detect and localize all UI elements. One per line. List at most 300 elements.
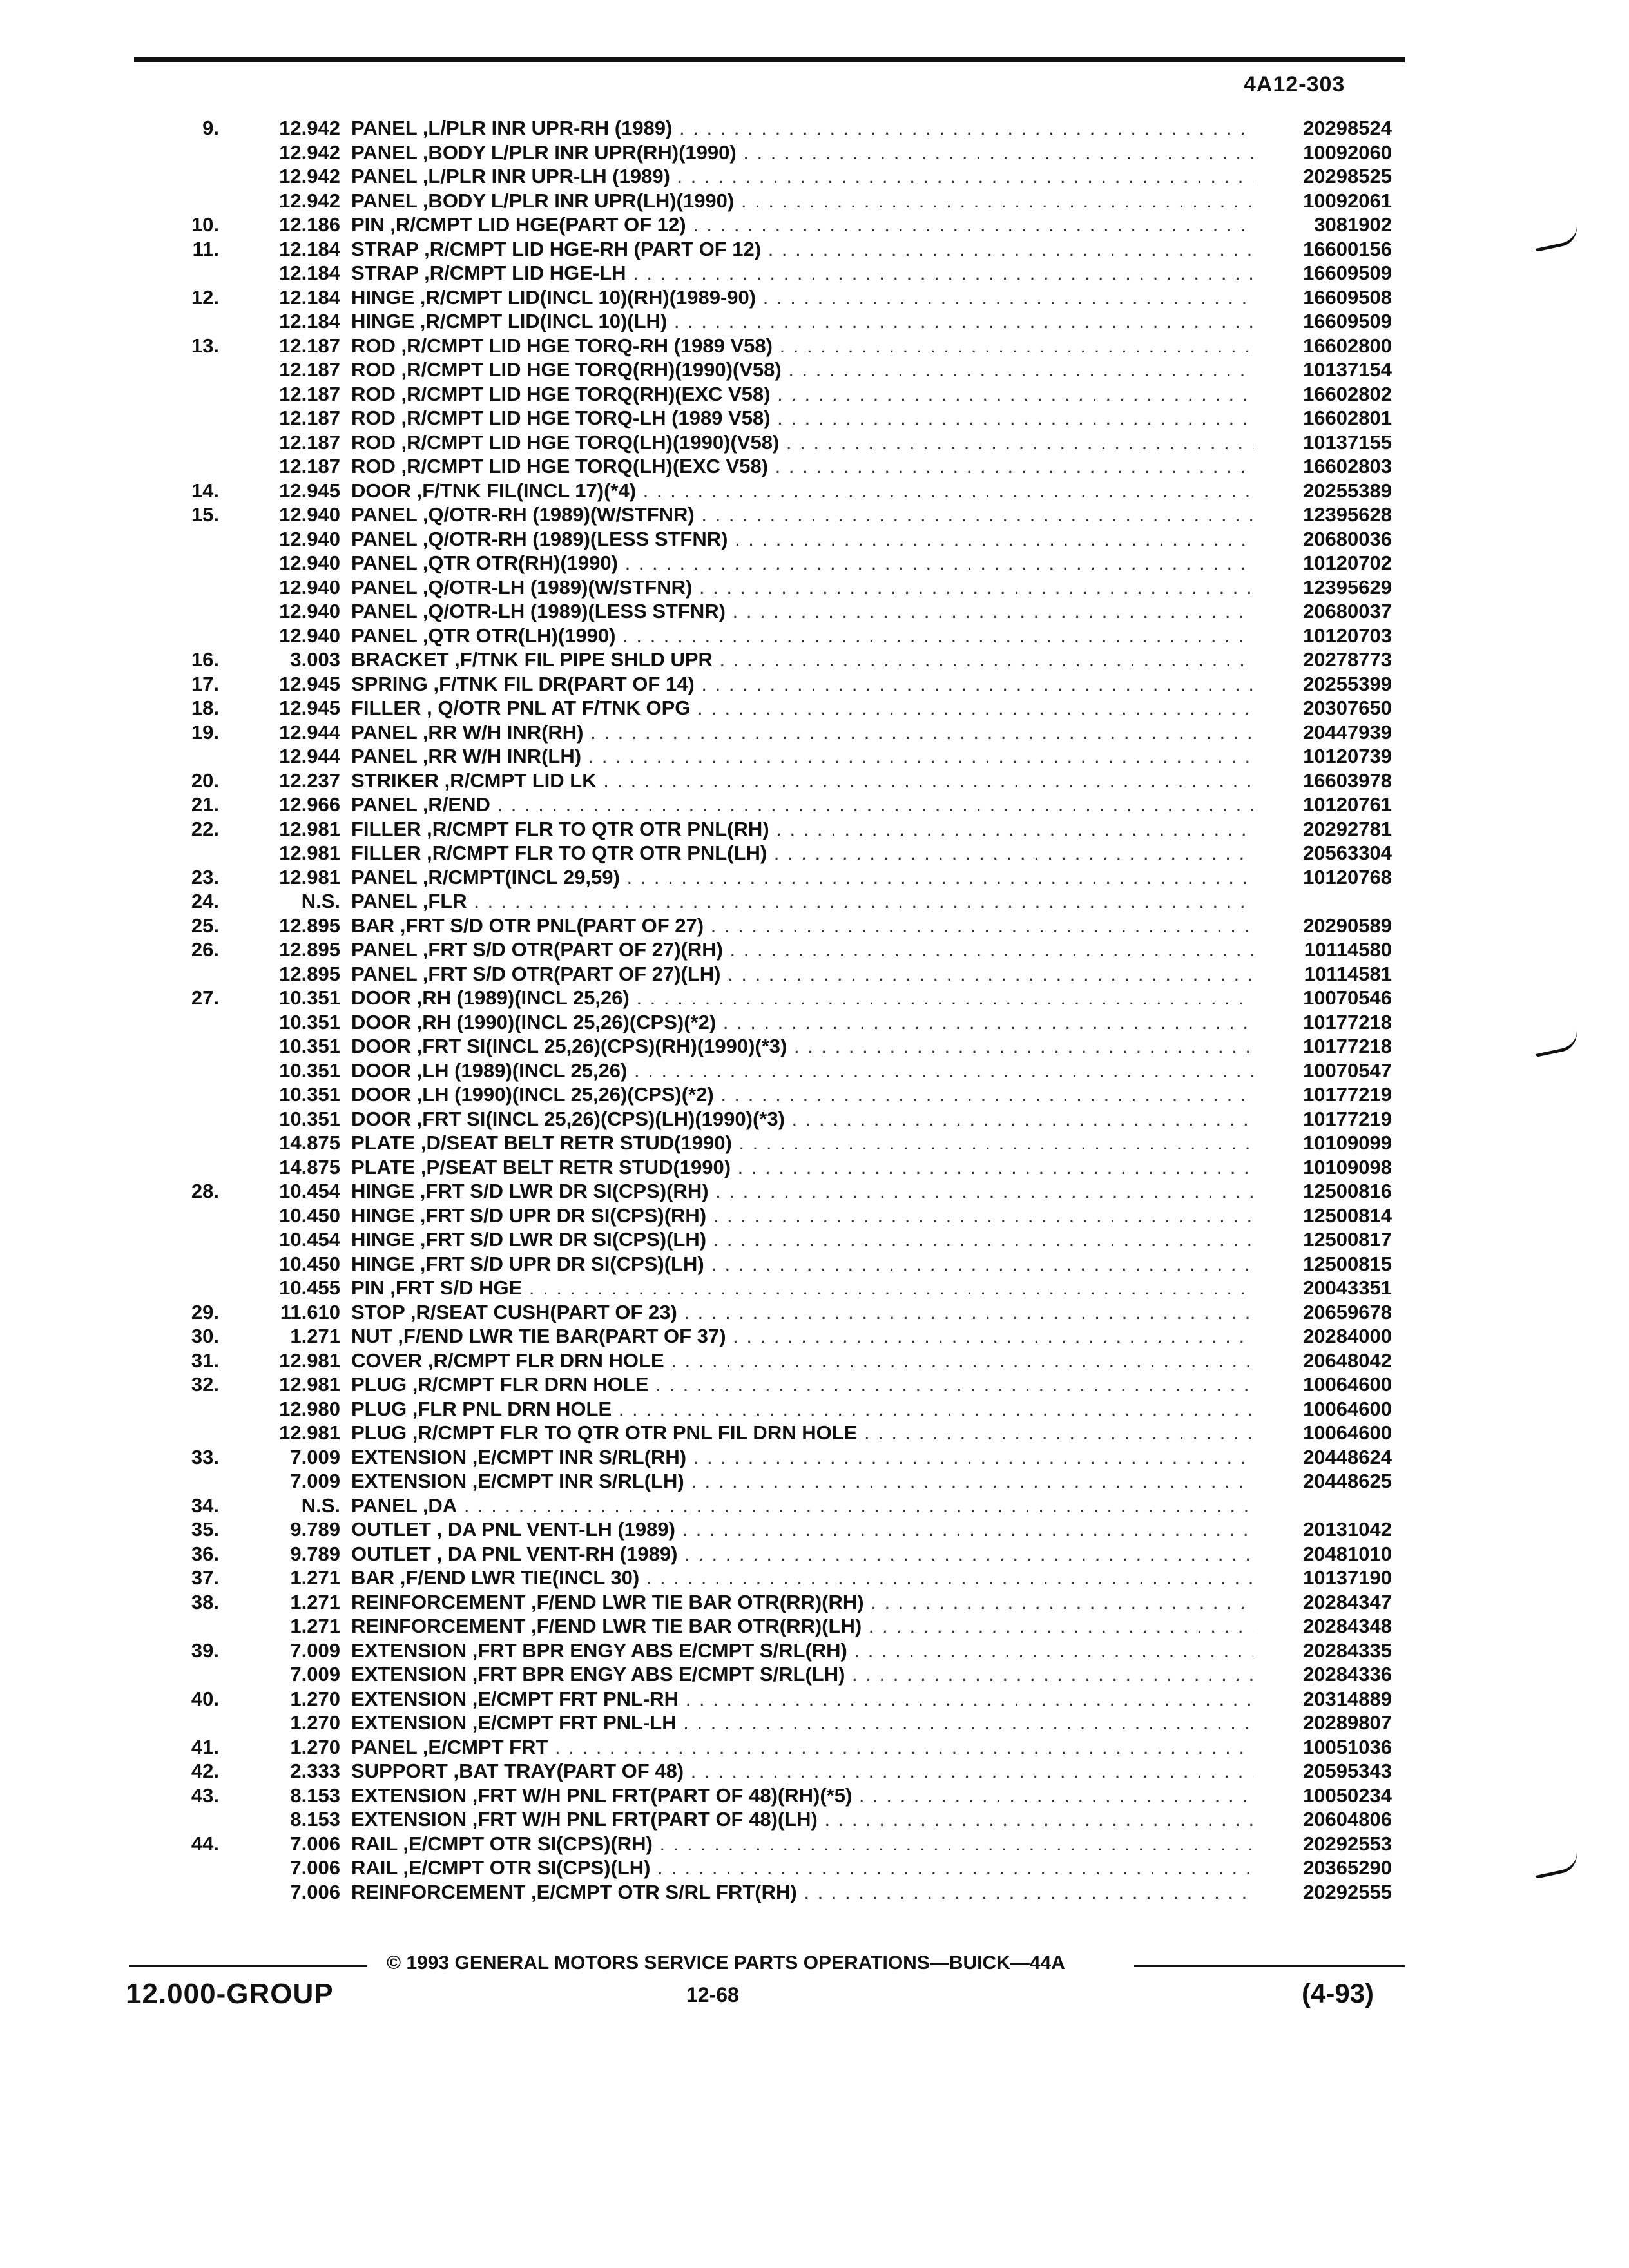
part-number: 20131042 <box>1303 1518 1392 1541</box>
part-number: 20292555 <box>1303 1880 1392 1903</box>
part-number: 20284348 <box>1303 1615 1392 1637</box>
group-number: 10.455 <box>279 1276 340 1299</box>
part-description: DOOR ,RH (1990)(INCL 25,26)(CPS)(*2) . . . <box>351 1010 1253 1035</box>
parts-row <box>0 1155 1629 1180</box>
part-description: PANEL ,Q/OTR-LH (1989)(W/STFNR) . . . <box>351 575 1253 600</box>
ref-number: 20. <box>191 769 219 792</box>
group-number: 8.153 <box>290 1783 340 1807</box>
parts-row <box>0 841 1629 865</box>
group-number: 10.351 <box>279 1059 340 1082</box>
parts-row <box>0 1469 1629 1494</box>
part-number: 10177218 <box>1303 1010 1392 1033</box>
part-number: 20604806 <box>1303 1808 1392 1831</box>
parts-row <box>0 1566 1629 1590</box>
ref-number: 24. <box>191 890 219 912</box>
group-number: 12.942 <box>279 165 340 187</box>
part-number: 12500817 <box>1303 1228 1392 1251</box>
part-number: 10120768 <box>1303 865 1392 889</box>
part-description: PANEL ,R/END . . . <box>351 793 1253 817</box>
parts-row <box>0 889 1629 914</box>
parts-row <box>0 1300 1629 1325</box>
part-description: EXTENSION ,E/CMPT INR S/RL(RH) . . . <box>351 1445 1253 1470</box>
parts-row <box>0 189 1629 213</box>
part-number: 20292553 <box>1303 1832 1392 1855</box>
group-number: 7.006 <box>290 1880 340 1903</box>
parts-row <box>0 1542 1629 1566</box>
top-rule <box>134 57 1405 62</box>
group-number: 9.789 <box>290 1518 340 1541</box>
parts-row <box>0 575 1629 600</box>
part-description: PIN ,R/CMPT LID HGE(PART OF 12) . . . <box>351 213 1253 237</box>
ref-number: 21. <box>191 793 219 816</box>
group-number: 7.006 <box>290 1832 340 1855</box>
group-number: 12.184 <box>279 310 340 332</box>
part-description: FILLER , Q/OTR PNL AT F/TNK OPG . . . <box>351 696 1253 720</box>
part-number: 20648042 <box>1303 1349 1392 1372</box>
parts-row <box>0 1445 1629 1470</box>
group-number: 12.184 <box>279 262 340 284</box>
group-number: 12.184 <box>279 285 340 309</box>
group-number: 1.271 <box>290 1325 340 1347</box>
group-number: 10.351 <box>279 986 340 1009</box>
parts-row <box>0 430 1629 455</box>
part-description: PANEL ,Q/OTR-LH (1989)(LESS STFNR) . . . <box>351 599 1253 624</box>
part-number: 10092060 <box>1303 140 1392 164</box>
parts-row <box>0 1590 1629 1615</box>
parts-row <box>0 986 1629 1010</box>
group-number: 10.450 <box>279 1252 340 1275</box>
part-description: EXTENSION ,FRT BPR ENGY ABS E/CMPT S/RL(LH) . . . <box>351 1662 1253 1687</box>
ref-number: 14. <box>191 479 219 502</box>
group-number: 10.454 <box>279 1180 340 1202</box>
ref-number: 41. <box>191 1735 219 1758</box>
group-number: N.S. <box>301 890 340 912</box>
part-description: DOOR ,F/TNK FIL(INCL 17)(*4) . . . <box>351 479 1253 503</box>
part-description: PIN ,FRT S/D HGE . . . <box>351 1276 1253 1300</box>
group-number: 12.187 <box>279 358 340 381</box>
ref-number: 26. <box>191 938 219 961</box>
part-number: 20284335 <box>1303 1639 1392 1662</box>
group-number: 7.009 <box>290 1470 340 1492</box>
group-number: 12.942 <box>279 189 340 212</box>
group-number: 9.789 <box>290 1542 340 1565</box>
group-number: 12.981 <box>279 1373 340 1396</box>
group-number: 12.945 <box>279 479 340 502</box>
part-number: 12395628 <box>1303 503 1392 526</box>
parts-row <box>0 358 1629 382</box>
part-description: OUTLET , DA PNL VENT-RH (1989) . . . <box>351 1542 1253 1566</box>
parts-row <box>0 1662 1629 1687</box>
part-description: EXTENSION ,FRT W/H PNL FRT(PART OF 48)(LH) . . . <box>351 1807 1253 1832</box>
parts-row <box>0 914 1629 938</box>
part-description: ROD ,R/CMPT LID HGE TORQ(LH)(1990)(V58) . . . <box>351 430 1253 455</box>
part-number: 10109099 <box>1303 1131 1392 1154</box>
part-description: EXTENSION ,E/CMPT FRT PNL-LH . . . <box>351 1711 1253 1735</box>
ref-number: 33. <box>191 1445 219 1468</box>
part-number: 10114581 <box>1304 962 1392 985</box>
part-number: 20298524 <box>1303 117 1392 139</box>
group-number: 3.003 <box>290 648 340 671</box>
part-number: 20680036 <box>1303 527 1392 550</box>
part-number: 20365290 <box>1303 1856 1392 1879</box>
part-number: 10070546 <box>1303 986 1392 1009</box>
parts-row <box>0 1227 1629 1252</box>
parts-row <box>0 382 1629 407</box>
part-number: 20284000 <box>1303 1325 1392 1347</box>
part-number: 20448624 <box>1303 1445 1392 1468</box>
ref-number: 11. <box>192 237 219 260</box>
parts-row <box>0 1397 1629 1421</box>
part-number: 20290589 <box>1303 914 1392 937</box>
part-number: 10177218 <box>1303 1035 1392 1057</box>
group-number: 10.351 <box>279 1010 340 1033</box>
group-number: 1.271 <box>290 1615 340 1637</box>
parts-row <box>0 1832 1629 1856</box>
ref-number: 30. <box>191 1325 219 1347</box>
part-description: PANEL ,Q/OTR-RH (1989)(W/STFNR) . . . <box>351 503 1253 527</box>
parts-row <box>0 1082 1629 1107</box>
part-number: 16602803 <box>1303 455 1392 477</box>
parts-row <box>0 1131 1629 1155</box>
group-label: 12.000-GROUP <box>126 1978 334 2010</box>
part-description: PANEL ,BODY L/PLR INR UPR(LH)(1990) . . . <box>351 189 1253 213</box>
group-number: 12.940 <box>279 575 340 599</box>
parts-row <box>0 1807 1629 1832</box>
group-number: 12.945 <box>279 672 340 695</box>
footer-rule-left <box>129 1965 367 1967</box>
part-number: 20447939 <box>1303 720 1392 744</box>
part-number: 16600156 <box>1303 237 1392 260</box>
part-description: FILLER ,R/CMPT FLR TO QTR OTR PNL(RH) . . . <box>351 817 1253 841</box>
part-number: 10064600 <box>1303 1421 1392 1444</box>
part-number: 10064600 <box>1303 1373 1392 1396</box>
part-description: PANEL ,FRT S/D OTR(PART OF 27)(RH) . . . <box>351 937 1253 962</box>
part-description: HINGE ,R/CMPT LID(INCL 10)(LH) . . . <box>351 309 1253 334</box>
parts-row <box>0 116 1629 140</box>
part-description: ROD ,R/CMPT LID HGE TORQ(RH)(EXC V58) . . . <box>351 382 1253 407</box>
group-number: 10.450 <box>279 1204 340 1227</box>
part-description: ROD ,R/CMPT LID HGE TORQ(LH)(EXC V58) . . . <box>351 454 1253 479</box>
parts-row <box>0 624 1629 648</box>
part-description: REINFORCEMENT ,F/END LWR TIE BAR OTR(RR)(LH) . . . <box>351 1614 1253 1639</box>
part-description: ROD ,R/CMPT LID HGE TORQ-LH (1989 V58) . . . <box>351 406 1253 430</box>
parts-row <box>0 237 1629 262</box>
footer-rule-right <box>1134 1965 1405 1967</box>
group-number: 12.237 <box>279 769 340 792</box>
part-description: PANEL ,L/PLR INR UPR-RH (1989) . . . <box>351 116 1253 140</box>
part-description: STRIKER ,R/CMPT LID LK . . . <box>351 769 1253 793</box>
part-description: HINGE ,FRT S/D LWR DR SI(CPS)(RH) . . . <box>351 1179 1253 1204</box>
part-number: 20680037 <box>1303 600 1392 622</box>
part-number: 10109098 <box>1303 1155 1392 1178</box>
parts-row <box>0 213 1629 237</box>
ref-number: 29. <box>191 1300 219 1323</box>
group-number: 10.351 <box>279 1107 340 1130</box>
group-number: 1.270 <box>290 1687 340 1710</box>
group-number: 1.270 <box>290 1711 340 1734</box>
part-number: 12500816 <box>1303 1180 1392 1202</box>
group-number: 12.980 <box>279 1397 340 1420</box>
group-number: 12.187 <box>279 382 340 405</box>
ref-number: 16. <box>191 648 219 671</box>
group-number: 12.981 <box>279 865 340 889</box>
parts-row <box>0 285 1629 310</box>
part-description: HINGE ,R/CMPT LID(INCL 10)(RH)(1989-90) . . . <box>351 285 1253 310</box>
part-number: 10137154 <box>1303 358 1392 381</box>
parts-row <box>0 1687 1629 1711</box>
parts-row <box>0 1107 1629 1131</box>
parts-row <box>0 793 1629 817</box>
part-number: 20284347 <box>1303 1590 1392 1613</box>
part-description: RAIL ,E/CMPT OTR SI(CPS)(LH) . . . <box>351 1856 1253 1880</box>
group-number: 12.981 <box>279 1349 340 1372</box>
part-description: STRAP ,R/CMPT LID HGE-LH . . . <box>351 261 1253 285</box>
ref-number: 37. <box>191 1566 219 1589</box>
part-number: 20043351 <box>1303 1276 1392 1299</box>
ref-number: 27. <box>191 986 219 1009</box>
group-number: 7.006 <box>290 1856 340 1879</box>
part-description: PANEL ,L/PLR INR UPR-LH (1989) . . . <box>351 164 1253 189</box>
group-number: 12.945 <box>279 697 340 719</box>
part-number: 10120702 <box>1303 552 1392 574</box>
group-number: 2.333 <box>290 1760 340 1782</box>
part-number: 12500815 <box>1303 1252 1392 1275</box>
parts-row <box>0 1517 1629 1542</box>
part-description: OUTLET , DA PNL VENT-LH (1989) . . . <box>351 1517 1253 1542</box>
part-description: PANEL ,DA . . . <box>351 1494 1253 1518</box>
part-number: 12395629 <box>1303 575 1392 599</box>
part-number: 20255399 <box>1303 672 1392 695</box>
group-number: 12.942 <box>279 117 340 139</box>
group-number: 12.187 <box>279 407 340 429</box>
group-number: 12.981 <box>279 817 340 840</box>
part-description: DOOR ,LH (1990)(INCL 25,26)(CPS)(*2) . . . <box>351 1082 1253 1107</box>
part-description: STRAP ,R/CMPT LID HGE-RH (PART OF 12) . . . <box>351 237 1253 262</box>
part-description: PLUG ,R/CMPT FLR TO QTR OTR PNL FIL DRN HOLE . . . <box>351 1421 1253 1445</box>
parts-row <box>0 1179 1629 1204</box>
ref-number: 22. <box>191 817 219 840</box>
ref-number: 39. <box>191 1639 219 1662</box>
part-number: 10177219 <box>1303 1083 1392 1106</box>
parts-row <box>0 1856 1629 1880</box>
part-number: 20289807 <box>1303 1711 1392 1734</box>
group-number: 12.940 <box>279 527 340 550</box>
parts-row <box>0 1010 1629 1035</box>
part-description: DOOR ,FRT SI(INCL 25,26)(CPS)(RH)(1990)(*3) . . . <box>351 1034 1253 1059</box>
ref-number: 18. <box>191 697 219 719</box>
part-number: 20298525 <box>1303 165 1392 187</box>
group-number: 12.942 <box>279 140 340 164</box>
part-description: NUT ,F/END LWR TIE BAR(PART OF 37) . . . <box>351 1324 1253 1349</box>
part-description: ROD ,R/CMPT LID HGE TORQ(RH)(1990)(V58) . . . <box>351 358 1253 382</box>
part-description: HINGE ,FRT S/D UPR DR SI(CPS)(RH) . . . <box>351 1204 1253 1228</box>
part-number: 12500814 <box>1303 1204 1392 1227</box>
group-number: 7.009 <box>290 1639 340 1662</box>
part-description: HINGE ,FRT S/D LWR DR SI(CPS)(LH) . . . <box>351 1227 1253 1252</box>
part-description: PANEL ,R/CMPT(INCL 29,59) . . . <box>351 865 1253 890</box>
part-description: STOP ,R/SEAT CUSH(PART OF 23) . . . <box>351 1300 1253 1325</box>
part-number: 20448625 <box>1303 1470 1392 1492</box>
part-number: 20284336 <box>1303 1663 1392 1686</box>
part-description: BRACKET ,F/TNK FIL PIPE SHLD UPR . . . <box>351 648 1253 672</box>
parts-row <box>0 865 1629 890</box>
ref-number: 40. <box>191 1687 219 1710</box>
page-code: 4A12-303 <box>1244 72 1345 97</box>
group-number: 14.875 <box>279 1155 340 1178</box>
part-description: SUPPORT ,BAT TRAY(PART OF 48) . . . <box>351 1759 1253 1783</box>
group-number: 12.895 <box>279 962 340 985</box>
part-number: 20481010 <box>1303 1542 1392 1565</box>
ref-number: 9. <box>202 117 219 139</box>
part-number: 20255389 <box>1303 479 1392 502</box>
parts-row <box>0 1880 1629 1905</box>
part-number: 20659678 <box>1303 1300 1392 1323</box>
group-number: 7.009 <box>290 1663 340 1686</box>
part-description: EXTENSION ,FRT W/H PNL FRT(PART OF 48)(RH)(*5) . . . <box>351 1783 1253 1808</box>
group-number: 12.895 <box>279 938 340 961</box>
part-description: PANEL ,RR W/H INR(RH) . . . <box>351 720 1253 745</box>
parts-row <box>0 527 1629 552</box>
group-number: 12.944 <box>279 745 340 767</box>
ref-number: 19. <box>191 720 219 744</box>
part-description: REINFORCEMENT ,E/CMPT OTR S/RL FRT(RH) . . . <box>351 1880 1253 1905</box>
parts-row <box>0 454 1629 479</box>
parts-row <box>0 406 1629 430</box>
group-number: 12.944 <box>279 720 340 744</box>
parts-row <box>0 1639 1629 1663</box>
part-number: 16602802 <box>1303 382 1392 405</box>
group-number: 10.454 <box>279 1228 340 1251</box>
part-description: PANEL ,FLR . . . <box>351 889 1253 914</box>
parts-row <box>0 1372 1629 1397</box>
group-number: 12.184 <box>279 237 340 260</box>
ref-number: 35. <box>191 1518 219 1541</box>
part-number: 20292781 <box>1303 817 1392 840</box>
parts-row <box>0 1421 1629 1445</box>
part-description: PANEL ,QTR OTR(RH)(1990) . . . <box>351 551 1253 575</box>
ref-number: 38. <box>191 1590 219 1613</box>
part-description: PLUG ,FLR PNL DRN HOLE . . . <box>351 1397 1253 1421</box>
group-number: 1.271 <box>290 1566 340 1589</box>
group-number: 12.187 <box>279 334 340 357</box>
parts-row <box>0 261 1629 285</box>
parts-row <box>0 1494 1629 1518</box>
part-description: PANEL ,Q/OTR-RH (1989)(LESS STFNR) . . . <box>351 527 1253 552</box>
part-number: 20595343 <box>1303 1760 1392 1782</box>
part-number: 10050234 <box>1303 1783 1392 1807</box>
parts-row <box>0 648 1629 672</box>
group-number: 1.270 <box>290 1735 340 1758</box>
part-description: BAR ,FRT S/D OTR PNL(PART OF 27) . . . <box>351 914 1253 938</box>
group-number: 7.009 <box>290 1445 340 1468</box>
ref-number: 23. <box>191 865 219 889</box>
part-description: EXTENSION ,E/CMPT INR S/RL(LH) . . . <box>351 1469 1253 1494</box>
part-number: 10137155 <box>1303 430 1392 454</box>
group-number: 12.940 <box>279 600 340 622</box>
parts-row <box>0 1059 1629 1083</box>
part-number: 10114580 <box>1304 938 1392 961</box>
part-number: 10064600 <box>1303 1397 1392 1420</box>
part-description: BAR ,F/END LWR TIE(INCL 30) . . . <box>351 1566 1253 1590</box>
ref-number: 17. <box>191 672 219 695</box>
part-description: PANEL ,BODY L/PLR INR UPR(RH)(1990) . . . <box>351 140 1253 165</box>
parts-row <box>0 769 1629 793</box>
parts-row <box>0 1324 1629 1349</box>
parts-row <box>0 1276 1629 1300</box>
part-description: ROD ,R/CMPT LID HGE TORQ-RH (1989 V58) . . . <box>351 334 1253 358</box>
parts-row <box>0 1735 1629 1760</box>
part-description: PLATE ,P/SEAT BELT RETR STUD(1990) . . . <box>351 1155 1253 1180</box>
ref-number: 10. <box>191 213 219 236</box>
part-description: DOOR ,FRT SI(INCL 25,26)(CPS)(LH)(1990)(*3) . . . <box>351 1107 1253 1131</box>
ref-number: 43. <box>191 1783 219 1807</box>
parts-row <box>0 672 1629 697</box>
part-description: FILLER ,R/CMPT FLR TO QTR OTR PNL(LH) . . . <box>351 841 1253 865</box>
group-number: 12.187 <box>279 430 340 454</box>
parts-row <box>0 1614 1629 1639</box>
parts-row <box>0 479 1629 503</box>
part-number: 10092061 <box>1303 189 1392 212</box>
parts-row <box>0 1711 1629 1735</box>
copyright-line: © 1993 GENERAL MOTORS SERVICE PARTS OPERATIONS—BUICK—44A <box>387 1952 1065 1974</box>
parts-row <box>0 503 1629 527</box>
part-number: 10137190 <box>1303 1566 1392 1589</box>
ref-number: 31. <box>191 1349 219 1372</box>
part-description: EXTENSION ,E/CMPT FRT PNL-RH . . . <box>351 1687 1253 1711</box>
parts-row <box>0 1759 1629 1783</box>
parts-list <box>0 116 1629 1904</box>
parts-row <box>0 1252 1629 1276</box>
group-number: 12.186 <box>279 213 340 236</box>
part-number: 16602800 <box>1303 334 1392 357</box>
parts-row <box>0 551 1629 575</box>
part-description: SPRING ,F/TNK FIL DR(PART OF 14) . . . <box>351 672 1253 697</box>
part-number: 10177219 <box>1303 1107 1392 1130</box>
parts-row <box>0 817 1629 841</box>
group-number: 12.981 <box>279 1421 340 1444</box>
part-description: PANEL ,FRT S/D OTR(PART OF 27)(LH) . . . <box>351 962 1253 986</box>
part-number: 16603978 <box>1303 769 1392 792</box>
parts-row <box>0 1349 1629 1373</box>
ref-number: 36. <box>191 1542 219 1565</box>
ref-number: 44. <box>191 1832 219 1855</box>
part-description: HINGE ,FRT S/D UPR DR SI(CPS)(LH) . . . <box>351 1252 1253 1276</box>
part-number: 3081902 <box>1314 213 1392 236</box>
group-number: 10.351 <box>279 1083 340 1106</box>
part-number: 20563304 <box>1303 841 1392 864</box>
part-number: 10051036 <box>1303 1735 1392 1758</box>
part-description: REINFORCEMENT ,F/END LWR TIE BAR OTR(RR)(RH) . . . <box>351 1590 1253 1615</box>
part-description: PANEL ,QTR OTR(LH)(1990) . . . <box>351 624 1253 648</box>
parts-row <box>0 1783 1629 1808</box>
part-number: 20278773 <box>1303 648 1392 671</box>
parts-row <box>0 962 1629 986</box>
part-number: 20314889 <box>1303 1687 1392 1710</box>
group-number: 1.271 <box>290 1590 340 1613</box>
parts-row <box>0 140 1629 165</box>
part-number: 16609508 <box>1303 285 1392 309</box>
page-number: 12-68 <box>686 1983 739 2006</box>
part-description: COVER ,R/CMPT FLR DRN HOLE . . . <box>351 1349 1253 1373</box>
parts-row <box>0 164 1629 189</box>
parts-row <box>0 937 1629 962</box>
ref-number: 25. <box>191 914 219 937</box>
group-number: 12.981 <box>279 841 340 864</box>
group-number: 12.940 <box>279 624 340 647</box>
parts-row <box>0 309 1629 334</box>
part-description: RAIL ,E/CMPT OTR SI(CPS)(RH) . . . <box>351 1832 1253 1856</box>
part-number: 16602801 <box>1303 407 1392 429</box>
